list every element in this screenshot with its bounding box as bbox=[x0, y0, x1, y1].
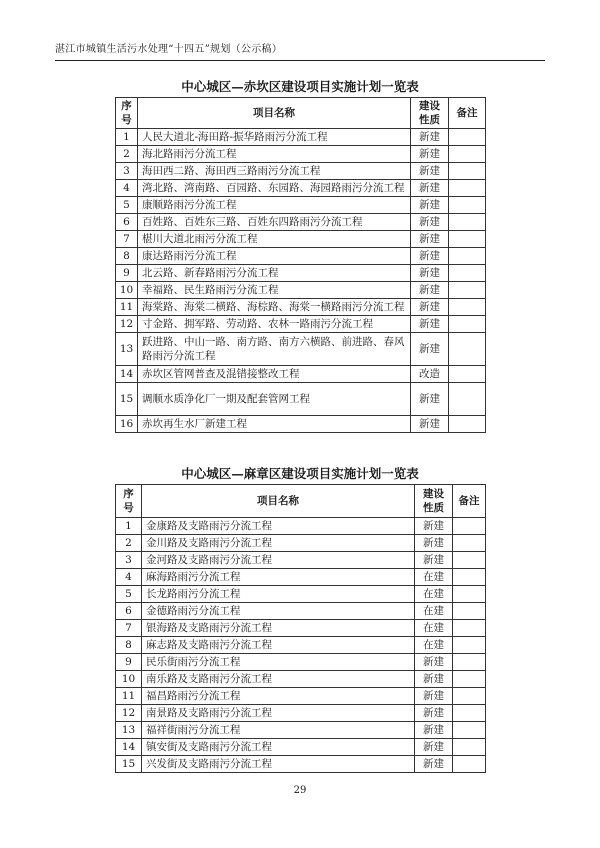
construction-type: 新建 bbox=[411, 180, 449, 197]
table-row bbox=[116, 535, 486, 552]
construction-type: 新建 bbox=[415, 654, 453, 671]
construction-type: 新建 bbox=[415, 722, 453, 739]
project-name: 麻志路及支路雨污分流工程 bbox=[142, 637, 415, 654]
remark bbox=[449, 282, 486, 299]
table-row bbox=[116, 586, 486, 603]
table-row bbox=[116, 637, 486, 654]
project-name: 百姓路、百姓东三路、百姓东四路雨污分流工程 bbox=[138, 214, 411, 231]
project-name: 海北路雨污分流工程 bbox=[138, 146, 411, 163]
project-name: 金河路及支路雨污分流工程 bbox=[142, 552, 415, 569]
project-name: 福昌路雨污分流工程 bbox=[142, 688, 415, 705]
row-number: 6 bbox=[116, 603, 142, 620]
row-number: 3 bbox=[116, 552, 142, 569]
remark bbox=[453, 535, 486, 552]
row-number: 12 bbox=[116, 705, 142, 722]
row-number: 16 bbox=[116, 416, 138, 433]
construction-type: 新建 bbox=[411, 146, 449, 163]
table-row bbox=[116, 654, 486, 671]
row-number: 4 bbox=[116, 180, 138, 197]
header-type: 建设性质 bbox=[411, 98, 449, 129]
remark bbox=[453, 654, 486, 671]
construction-type: 新建 bbox=[411, 416, 449, 433]
table-row bbox=[116, 248, 486, 265]
table-row bbox=[116, 671, 486, 688]
project-name: 湾北路、湾南路、百园路、东园路、海园路雨污分流工程 bbox=[138, 180, 411, 197]
row-number: 1 bbox=[116, 129, 138, 146]
row-number: 15 bbox=[116, 383, 138, 416]
row-number: 8 bbox=[116, 248, 138, 265]
table-row bbox=[116, 299, 486, 316]
project-name: 康达路雨污分流工程 bbox=[138, 248, 411, 265]
header-note: 备注 bbox=[449, 98, 486, 129]
project-name: 金川路及支路雨污分流工程 bbox=[142, 535, 415, 552]
table-row bbox=[116, 366, 486, 383]
project-name: 福祥街雨污分流工程 bbox=[142, 722, 415, 739]
remark bbox=[449, 129, 486, 146]
remark bbox=[453, 603, 486, 620]
project-name: 人民大道北-海田路-振华路雨污分流工程 bbox=[138, 129, 411, 146]
row-number: 7 bbox=[116, 620, 142, 637]
table1-title: 中心城区—赤坎区建设项目实施计划一览表 bbox=[181, 79, 419, 94]
table-row bbox=[116, 282, 486, 299]
construction-type: 新建 bbox=[415, 518, 453, 535]
row-number: 1 bbox=[116, 518, 142, 535]
row-number: 4 bbox=[116, 569, 142, 586]
construction-type: 新建 bbox=[411, 248, 449, 265]
table-row bbox=[116, 416, 486, 433]
construction-type: 新建 bbox=[415, 671, 453, 688]
remark bbox=[449, 316, 486, 333]
remark bbox=[449, 366, 486, 383]
row-number: 6 bbox=[116, 214, 138, 231]
row-number: 2 bbox=[116, 535, 142, 552]
remark bbox=[453, 739, 486, 756]
construction-type: 新建 bbox=[411, 316, 449, 333]
remark bbox=[453, 671, 486, 688]
remark bbox=[453, 688, 486, 705]
row-number: 9 bbox=[116, 654, 142, 671]
construction-type: 新建 bbox=[411, 231, 449, 248]
construction-type: 新建 bbox=[415, 688, 453, 705]
chikan-projects-table bbox=[115, 97, 486, 433]
table-row bbox=[116, 214, 486, 231]
remark bbox=[449, 299, 486, 316]
row-number: 11 bbox=[116, 299, 138, 316]
remark bbox=[449, 214, 486, 231]
project-name: 寸金路、拥军路、劳动路、农林一路雨污分流工程 bbox=[138, 316, 411, 333]
remark bbox=[449, 248, 486, 265]
header-note: 备注 bbox=[453, 485, 486, 518]
page-number: 29 bbox=[293, 785, 307, 796]
construction-type: 在建 bbox=[415, 586, 453, 603]
project-name: 康顺路雨污分流工程 bbox=[138, 197, 411, 214]
construction-type: 新建 bbox=[411, 333, 449, 366]
row-number: 11 bbox=[116, 688, 142, 705]
table-row bbox=[116, 739, 486, 756]
table-row bbox=[116, 705, 486, 722]
construction-type: 新建 bbox=[411, 299, 449, 316]
mazhang-projects-table bbox=[115, 484, 486, 773]
row-number: 7 bbox=[116, 231, 138, 248]
construction-type: 改造 bbox=[411, 366, 449, 383]
construction-type: 在建 bbox=[415, 569, 453, 586]
construction-type: 新建 bbox=[411, 282, 449, 299]
project-name: 南景路及支路雨污分流工程 bbox=[142, 705, 415, 722]
header-type: 建设性质 bbox=[415, 485, 453, 518]
construction-type: 新建 bbox=[411, 214, 449, 231]
remark bbox=[453, 705, 486, 722]
row-number: 5 bbox=[116, 586, 142, 603]
remark bbox=[449, 163, 486, 180]
project-name: 镇安街及支路雨污分流工程 bbox=[142, 739, 415, 756]
remark bbox=[453, 620, 486, 637]
row-number: 14 bbox=[116, 366, 138, 383]
table-row bbox=[116, 316, 486, 333]
remark bbox=[449, 333, 486, 366]
header-seq: 序号 bbox=[116, 485, 142, 518]
row-number: 3 bbox=[116, 163, 138, 180]
table-row bbox=[116, 146, 486, 163]
construction-type: 在建 bbox=[415, 637, 453, 654]
row-number: 13 bbox=[116, 722, 142, 739]
remark bbox=[449, 383, 486, 416]
construction-type: 新建 bbox=[415, 705, 453, 722]
header-name: 项目名称 bbox=[142, 485, 415, 518]
table-row bbox=[116, 180, 486, 197]
table-row bbox=[116, 688, 486, 705]
construction-type: 新建 bbox=[415, 535, 453, 552]
project-name: 幸福路、民生路雨污分流工程 bbox=[138, 282, 411, 299]
row-number: 10 bbox=[116, 282, 138, 299]
construction-type: 新建 bbox=[411, 383, 449, 416]
remark bbox=[453, 722, 486, 739]
table-row bbox=[116, 756, 486, 773]
project-name: 赤坎再生水厂新建工程 bbox=[138, 416, 411, 433]
construction-type: 在建 bbox=[415, 620, 453, 637]
row-number: 5 bbox=[116, 197, 138, 214]
remark bbox=[449, 231, 486, 248]
project-name: 海棠路、海棠二横路、海棕路、海棠一横路雨污分流工程 bbox=[138, 299, 411, 316]
project-name: 北云路、新春路雨污分流工程 bbox=[138, 265, 411, 282]
project-name: 调顺水质净化厂一期及配套管网工程 bbox=[138, 383, 411, 416]
table-row bbox=[116, 552, 486, 569]
row-number: 12 bbox=[116, 316, 138, 333]
remark bbox=[449, 265, 486, 282]
row-number: 10 bbox=[116, 671, 142, 688]
remark bbox=[453, 637, 486, 654]
project-name: 赤坎区管网普查及混错接整改工程 bbox=[138, 366, 411, 383]
header-name: 项目名称 bbox=[138, 98, 411, 129]
project-name: 长龙路雨污分流工程 bbox=[142, 586, 415, 603]
table-row bbox=[116, 620, 486, 637]
remark bbox=[453, 586, 486, 603]
row-number: 9 bbox=[116, 265, 138, 282]
project-name: 民乐街雨污分流工程 bbox=[142, 654, 415, 671]
construction-type: 新建 bbox=[415, 756, 453, 773]
row-number: 14 bbox=[116, 739, 142, 756]
table-row bbox=[116, 722, 486, 739]
table-row bbox=[116, 518, 486, 535]
row-number: 8 bbox=[116, 637, 142, 654]
table-row bbox=[116, 569, 486, 586]
project-name: 椹川大道北雨污分流工程 bbox=[138, 231, 411, 248]
project-name: 金康路及支路雨污分流工程 bbox=[142, 518, 415, 535]
remark bbox=[449, 416, 486, 433]
header-seq: 序号 bbox=[116, 98, 138, 129]
table-row bbox=[116, 197, 486, 214]
remark bbox=[449, 146, 486, 163]
construction-type: 新建 bbox=[411, 163, 449, 180]
table-row bbox=[116, 163, 486, 180]
project-name: 兴发街及支路雨污分流工程 bbox=[142, 756, 415, 773]
project-name: 跃进路、中山一路、南方路、南方六横路、前进路、春风路雨污分流工程 bbox=[138, 333, 411, 366]
remark bbox=[453, 756, 486, 773]
project-name: 麻海路雨污分流工程 bbox=[142, 569, 415, 586]
remark bbox=[453, 569, 486, 586]
remark bbox=[449, 197, 486, 214]
table-row bbox=[116, 231, 486, 248]
remark bbox=[453, 518, 486, 535]
table-row bbox=[116, 265, 486, 282]
construction-type: 新建 bbox=[415, 552, 453, 569]
running-header: 湛江市城镇生活污水处理“十四五”规划（公示稿） bbox=[55, 40, 545, 61]
table-row bbox=[116, 603, 486, 620]
table2-title: 中心城区—麻章区建设项目实施计划一览表 bbox=[181, 466, 419, 481]
remark bbox=[449, 180, 486, 197]
table-row bbox=[116, 129, 486, 146]
row-number: 15 bbox=[116, 756, 142, 773]
remark bbox=[453, 552, 486, 569]
construction-type: 新建 bbox=[415, 739, 453, 756]
table-row bbox=[116, 333, 486, 366]
table-row bbox=[116, 383, 486, 416]
construction-type: 新建 bbox=[411, 129, 449, 146]
project-name: 南乐路及支路雨污分流工程 bbox=[142, 671, 415, 688]
project-name: 银海路及支路雨污分流工程 bbox=[142, 620, 415, 637]
construction-type: 新建 bbox=[411, 265, 449, 282]
construction-type: 新建 bbox=[411, 197, 449, 214]
project-name: 海田西二路、海田西三路雨污分流工程 bbox=[138, 163, 411, 180]
row-number: 2 bbox=[116, 146, 138, 163]
construction-type: 在建 bbox=[415, 603, 453, 620]
project-name: 金德路雨污分流工程 bbox=[142, 603, 415, 620]
row-number: 13 bbox=[116, 333, 138, 366]
